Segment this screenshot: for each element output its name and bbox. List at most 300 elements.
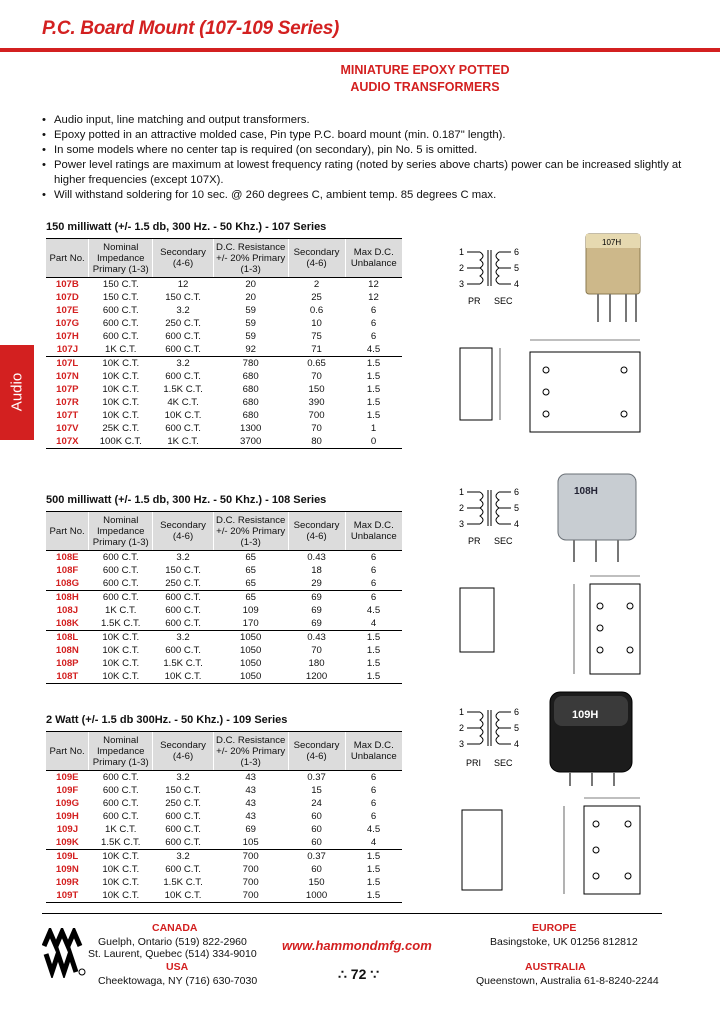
table-cell: 0.43 — [307, 551, 326, 563]
table-row — [46, 797, 402, 810]
table-cell: 1050 — [240, 644, 262, 656]
pin-label: 3 — [459, 519, 465, 529]
table-cell: 150 — [308, 876, 325, 888]
table-row — [46, 810, 402, 823]
part-number: 108K — [55, 617, 79, 629]
footer-europe-line: Basingstoke, UK 01256 812812 — [490, 936, 638, 948]
column-header: D.C. Resistance +/- 20% Primary (1-3) — [213, 512, 288, 551]
table-cell: 1.5 — [345, 631, 402, 645]
table-cell: 70 — [311, 422, 322, 434]
table-cell: 0.37 — [288, 850, 345, 864]
part-number: 107D — [55, 291, 79, 303]
table-row — [46, 850, 402, 864]
column-header: D.C. Resistance +/- 20% Primary (1-3) — [213, 239, 288, 278]
table-row — [46, 291, 402, 304]
table-row — [46, 422, 402, 435]
column-header: Secondary (4-6) — [288, 512, 345, 551]
table-cell: 600 C.T. — [102, 784, 139, 796]
table-cell: 43 — [245, 797, 257, 809]
part-number: 107N — [55, 370, 79, 382]
table-cell: 680 — [242, 383, 259, 395]
table-cell: 600 C.T. — [165, 330, 201, 342]
dimension-drawing-107 — [456, 330, 646, 440]
pin-label: 2 — [459, 723, 465, 733]
table-cell: 69 — [288, 591, 345, 605]
subtitle — [200, 62, 650, 96]
table-row — [46, 383, 402, 396]
table-cell: 43 — [245, 771, 257, 783]
table-cell: 600 C.T. — [102, 317, 139, 329]
footer-canada-heading: CANADA — [152, 922, 198, 934]
feature-item: • Power level ratings are maximum at lowest frequency rating (noted by series above charts) power can be increased slightly at higher frequencies (except 107X). — [42, 158, 682, 188]
table-row — [46, 631, 402, 645]
series-109-table — [46, 731, 402, 903]
pin-label: 4 — [514, 279, 520, 289]
series-107-table — [46, 238, 402, 449]
footer-europe-heading: EUROPE — [532, 922, 577, 934]
table-row — [46, 304, 402, 317]
table-cell: 1.5 — [366, 644, 381, 656]
part-number: 109E — [56, 771, 79, 783]
table-cell: 20 — [245, 278, 257, 290]
table-cell: 3.2 — [176, 304, 190, 316]
table-cell: 1.5 — [366, 657, 381, 669]
table-cell: 6 — [370, 564, 377, 576]
table-cell: 43 — [245, 784, 257, 796]
series-108-table — [46, 511, 402, 684]
table-cell: 0.37 — [307, 771, 326, 783]
column-header: Max D.C. Unbalance — [345, 732, 402, 771]
feature-item: • In some models where no center tap is required (on secondary), pin No. 5 is omitted. — [42, 143, 682, 158]
table-cell: 100K C.T. — [89, 435, 153, 449]
part-number: 108T — [46, 670, 89, 684]
table-cell: 65 — [213, 591, 288, 605]
table-cell: 10K C.T. — [89, 357, 153, 371]
table-cell: 1.5 — [345, 850, 402, 864]
table-cell: 1.5K C.T. — [101, 836, 141, 848]
table-cell: 10K C.T. — [102, 370, 140, 382]
table-cell: 150 — [308, 383, 325, 395]
table-cell: 70 — [311, 370, 322, 382]
table-cell: 71 — [311, 343, 322, 355]
column-header: Part No. — [46, 239, 89, 278]
table-cell: 75 — [311, 330, 322, 342]
case-photo-108 — [552, 468, 642, 564]
table-cell: 600 C.T. — [165, 644, 201, 656]
pin-label: 4 — [514, 739, 520, 749]
part-number: 108J — [56, 604, 79, 616]
part-number: 107V — [56, 422, 79, 434]
table-row — [46, 278, 402, 292]
dimension-drawing-108 — [456, 568, 646, 690]
footer-canada-line: St. Laurent, Quebec (514) 334-9010 — [88, 948, 257, 960]
table-cell: 4K C.T. — [167, 396, 199, 408]
table-cell: 1K C.T. — [105, 823, 137, 835]
part-number: 109F — [56, 784, 79, 796]
case-label: 107H — [602, 238, 622, 247]
table-cell: 65 — [245, 577, 257, 589]
column-header: Max D.C. Unbalance — [345, 512, 402, 551]
table-cell: 250 C.T. — [165, 577, 201, 589]
secondary-label: SEC — [494, 758, 513, 768]
table-cell: 80 — [288, 435, 345, 449]
table-cell: 0 — [345, 435, 402, 449]
table-row — [46, 617, 402, 631]
table-cell: 65 — [245, 551, 257, 563]
table-cell: 1200 — [288, 670, 345, 684]
part-number: 109N — [55, 863, 79, 875]
column-header: Nominal Impedance Primary (1-3) — [89, 239, 153, 278]
table-cell: 6 — [370, 797, 377, 809]
table-cell: 680 — [242, 370, 259, 382]
table-row — [46, 435, 402, 449]
table-cell: 70 — [311, 644, 322, 656]
part-number: 107R — [55, 396, 79, 408]
table-cell: 1.5K C.T. — [163, 876, 203, 888]
table-row — [46, 343, 402, 357]
table-cell: 12 — [368, 291, 379, 303]
table-cell: 3.2 — [153, 357, 214, 371]
table-cell: 600 C.T. — [165, 810, 201, 822]
part-number: 109L — [46, 850, 89, 864]
table-cell: 600 C.T. — [165, 343, 201, 355]
pin-label: 2 — [459, 263, 465, 273]
part-number: 108H — [46, 591, 89, 605]
column-header: Secondary (4-6) — [288, 732, 345, 771]
table-cell: 1.5 — [366, 383, 381, 395]
part-number: 107P — [56, 383, 79, 395]
table-cell: 0.65 — [288, 357, 345, 371]
table-cell: 6 — [370, 810, 377, 822]
pin-label: 1 — [459, 487, 465, 497]
audio-side-tab — [0, 345, 34, 440]
part-number: 108L — [46, 631, 89, 645]
table-cell: 780 — [213, 357, 288, 371]
table-cell: 69 — [311, 604, 322, 616]
case-photo-109 — [546, 688, 638, 788]
table-cell: 25K C.T. — [102, 422, 140, 434]
table-cell: 1.5 — [366, 863, 381, 875]
primary-label: PRI — [466, 758, 482, 768]
pin-label: 5 — [514, 723, 520, 733]
table-row — [46, 657, 402, 670]
schematic-107 — [450, 238, 530, 308]
footer-rule — [42, 913, 662, 914]
hammond-logo-icon — [42, 928, 86, 978]
table-cell: 3.2 — [176, 551, 190, 563]
table-cell: 59 — [245, 317, 257, 329]
table-cell: 69 — [245, 823, 257, 835]
table-cell: 60 — [311, 836, 322, 848]
pin-label: 6 — [514, 487, 520, 497]
table-row — [46, 823, 402, 836]
table-row — [46, 863, 402, 876]
table-cell: 0.43 — [288, 631, 345, 645]
part-number: 108E — [56, 551, 79, 563]
table-row — [46, 889, 402, 903]
table-cell: 6 — [370, 551, 377, 563]
part-number: 108G — [55, 577, 80, 589]
page-number-value: 72 — [350, 966, 367, 982]
dimension-drawing-109 — [456, 792, 646, 910]
table-cell: 1.5K C.T. — [163, 383, 203, 395]
page-title: P.C. Board Mount (107-109 Series) — [42, 18, 340, 39]
table-cell: 150 C.T. — [165, 564, 201, 576]
table-cell: 12 — [177, 278, 189, 290]
part-number: 109R — [55, 876, 79, 888]
pin-label: 3 — [459, 279, 465, 289]
table-cell: 4 — [370, 836, 377, 848]
primary-label: PR — [468, 536, 481, 546]
column-header: Secondary (4-6) — [288, 239, 345, 278]
table-cell: 150 C.T. — [165, 784, 201, 796]
table-cell: 6 — [370, 784, 377, 796]
table-cell: 6 — [370, 330, 377, 342]
column-header: D.C. Resistance +/- 20% Primary (1-3) — [213, 732, 288, 771]
column-header: Part No. — [46, 732, 89, 771]
part-number: 109G — [55, 797, 80, 809]
table-cell: 60 — [311, 810, 322, 822]
table-cell: 10K C.T. — [102, 644, 140, 656]
schematic-108 — [450, 478, 530, 548]
table-row — [46, 577, 402, 591]
table-row — [46, 591, 402, 605]
part-number: 107H — [55, 330, 79, 342]
table-row — [46, 771, 402, 785]
column-header: Secondary (4-6) — [153, 512, 214, 551]
primary-label: PR — [468, 296, 481, 306]
table-row — [46, 357, 402, 371]
table-cell: 10K C.T. — [102, 863, 140, 875]
series-108-title: 500 milliwatt (+/- 1.5 db, 300 Hz. - 50 Khz.) - 108 Series — [46, 494, 327, 506]
column-header: Nominal Impedance Primary (1-3) — [89, 512, 153, 551]
pin-label: 1 — [459, 707, 465, 717]
footer-australia-line: Queenstown, Australia 61-8-8240-2244 — [476, 975, 659, 987]
part-number: 107T — [56, 409, 79, 421]
table-cell: 600 C.T. — [102, 551, 139, 563]
table-cell: 600 C.T. — [165, 617, 201, 629]
table-row — [46, 330, 402, 343]
table-cell: 1.5 — [366, 370, 381, 382]
part-number: 107X — [46, 435, 89, 449]
case-label: 108H — [574, 486, 598, 497]
part-number: 109K — [55, 836, 79, 848]
column-header: Part No. — [46, 512, 89, 551]
table-cell: 600 C.T. — [102, 577, 139, 589]
table-cell: 1.5 — [366, 396, 381, 408]
table-cell: 150 C.T. — [165, 291, 201, 303]
part-number: 107B — [55, 278, 79, 290]
table-cell: 1.5 — [345, 357, 402, 371]
table-cell: 10K C.T. — [153, 889, 214, 903]
schematic-109 — [450, 698, 530, 770]
table-cell: 1050 — [213, 631, 288, 645]
table-cell: 6 — [370, 577, 377, 589]
table-cell: 12 — [368, 278, 379, 290]
table-cell: 700 — [242, 863, 259, 875]
subtitle-line-2: AUDIO TRANSFORMERS — [350, 80, 500, 94]
table-cell: 69 — [311, 617, 322, 629]
table-cell: 700 — [213, 889, 288, 903]
table-cell: 24 — [311, 797, 322, 809]
table-cell: 0.6 — [309, 304, 324, 316]
feature-item: • Will withstand soldering for 10 sec. @ 260 degrees C, ambient temp. 85 degrees C max. — [42, 188, 682, 203]
table-cell: 3.2 — [176, 771, 190, 783]
case-photo-107 — [578, 226, 648, 326]
part-number: 109H — [55, 810, 79, 822]
table-cell: 600 C.T. — [165, 823, 201, 835]
table-cell: 59 — [245, 304, 257, 316]
table-cell: 10K C.T. — [89, 889, 153, 903]
table-cell: 6 — [345, 591, 402, 605]
table-cell: 600 C.T. — [89, 591, 153, 605]
table-row — [46, 784, 402, 797]
table-cell: 1K C.T. — [105, 343, 137, 355]
table-row — [46, 604, 402, 617]
part-number: 107J — [56, 343, 79, 355]
table-cell: 25 — [311, 291, 322, 303]
table-cell: 1.5 — [366, 409, 381, 421]
footer-usa-heading: USA — [166, 961, 189, 973]
series-109-title: 2 Watt (+/- 1.5 db 300Hz. - 50 Khz.) - 109 Series — [46, 714, 288, 726]
page-number: ∴ 72 ∵ — [338, 966, 380, 982]
table-cell: 700 — [213, 850, 288, 864]
table-cell: 10 — [311, 317, 322, 329]
table-cell: 180 — [308, 657, 325, 669]
footer-australia-heading: AUSTRALIA — [525, 961, 586, 973]
table-cell: 10K C.T. — [89, 850, 153, 864]
table-cell: 10K C.T. — [102, 657, 140, 669]
table-cell: 4.5 — [366, 343, 381, 355]
table-cell: 10K C.T. — [164, 409, 202, 421]
table-cell: 3.2 — [153, 850, 214, 864]
table-cell: 105 — [242, 836, 259, 848]
table-cell: 60 — [311, 863, 322, 875]
table-cell: 6 — [370, 317, 377, 329]
table-cell: 1 — [370, 422, 377, 434]
table-row — [46, 670, 402, 684]
feature-list — [42, 113, 682, 203]
pin-label: 4 — [514, 519, 520, 529]
table-cell: 1.5K C.T. — [163, 657, 203, 669]
table-cell: 600 C.T. — [153, 591, 214, 605]
part-number: 107E — [56, 304, 79, 316]
table-cell: 150 C.T. — [102, 278, 139, 290]
pin-label: 2 — [459, 503, 465, 513]
side-tab-label: Audio — [8, 372, 26, 412]
table-cell: 170 — [242, 617, 259, 629]
table-row — [46, 836, 402, 850]
pin-label: 6 — [514, 247, 520, 257]
column-header: Secondary (4-6) — [153, 239, 214, 278]
part-number: 109J — [56, 823, 79, 835]
table-cell: 600 C.T. — [165, 422, 201, 434]
table-cell: 600 C.T. — [165, 604, 201, 616]
table-cell: 600 C.T. — [102, 797, 139, 809]
table-cell: 680 — [242, 409, 259, 421]
table-cell: 1050 — [240, 657, 262, 669]
footer-canada-line: Guelph, Ontario (519) 822-2960 — [98, 936, 247, 948]
pin-label: 5 — [514, 263, 520, 273]
table-cell: 390 — [308, 396, 325, 408]
table-cell: 4.5 — [366, 604, 381, 616]
table-cell: 10K C.T. — [102, 383, 140, 395]
table-cell: 20 — [245, 291, 257, 303]
table-cell: 15 — [311, 784, 322, 796]
table-cell: 1.5 — [345, 889, 402, 903]
table-cell: 1300 — [240, 422, 262, 434]
table-cell: 6 — [370, 304, 377, 316]
footer-usa-line: Cheektowaga, NY (716) 630-7030 — [98, 975, 258, 987]
table-cell: 600 C.T. — [102, 564, 139, 576]
table-cell: 10K C.T. — [153, 670, 214, 684]
table-cell: 92 — [245, 343, 257, 355]
table-cell: 59 — [245, 330, 257, 342]
secondary-label: SEC — [494, 536, 513, 546]
table-cell: 600 C.T. — [165, 863, 201, 875]
table-cell: 600 C.T. — [102, 330, 139, 342]
table-cell: 43 — [245, 810, 257, 822]
table-cell: 150 C.T. — [102, 291, 139, 303]
table-row — [46, 876, 402, 889]
table-cell: 1050 — [213, 670, 288, 684]
part-number: 107L — [46, 357, 89, 371]
pin-label: 3 — [459, 739, 465, 749]
part-number: 109T — [46, 889, 89, 903]
table-row — [46, 409, 402, 422]
website-link[interactable]: www.hammondmfg.com — [282, 938, 432, 953]
table-cell: 1.5K C.T. — [101, 617, 141, 629]
table-cell: 600 C.T. — [102, 810, 139, 822]
subtitle-line-1: MINIATURE EPOXY POTTED — [340, 63, 510, 77]
table-row — [46, 317, 402, 330]
table-cell: 3700 — [213, 435, 288, 449]
table-row — [46, 551, 402, 565]
table-cell: 1K C.T. — [105, 604, 137, 616]
series-107-title: 150 milliwatt (+/- 1.5 db, 300 Hz. - 50 Khz.) - 107 Series — [46, 221, 327, 233]
table-cell: 10K C.T. — [102, 409, 140, 421]
table-row — [46, 370, 402, 383]
table-cell: 1000 — [288, 889, 345, 903]
column-header: Secondary (4-6) — [153, 732, 214, 771]
part-number: 108N — [55, 644, 79, 656]
feature-item: • Epoxy potted in an attractive molded case, Pin type P.C. board mount (min. 0.187" length). — [42, 128, 682, 143]
part-number: 107G — [55, 317, 80, 329]
table-cell: 65 — [245, 564, 257, 576]
table-cell: 10K C.T. — [102, 396, 140, 408]
table-cell: 6 — [370, 771, 377, 783]
table-cell: 60 — [311, 823, 322, 835]
table-cell: 1K C.T. — [153, 435, 214, 449]
table-cell: 4.5 — [366, 823, 381, 835]
table-cell: 700 — [308, 409, 325, 421]
table-row — [46, 564, 402, 577]
table-cell: 10K C.T. — [89, 631, 153, 645]
table-cell: 4 — [370, 617, 377, 629]
part-number: 108P — [56, 657, 79, 669]
table-cell: 1.5 — [345, 670, 402, 684]
pin-label: 6 — [514, 707, 520, 717]
table-row — [46, 396, 402, 409]
pin-label: 5 — [514, 503, 520, 513]
part-number: 108F — [56, 564, 79, 576]
table-cell: 680 — [242, 396, 259, 408]
table-cell: 600 C.T. — [102, 304, 139, 316]
title-rule — [0, 48, 720, 52]
table-cell: 29 — [311, 577, 322, 589]
table-cell: 700 — [242, 876, 259, 888]
table-cell: 10K C.T. — [89, 670, 153, 684]
